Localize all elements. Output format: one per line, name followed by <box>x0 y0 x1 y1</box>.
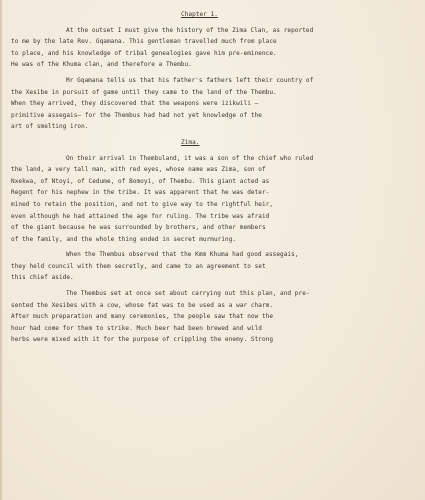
para2-line: primitive assegais— for the Thembus had had not yet knowledge of the <box>11 111 262 119</box>
para1-line: At the outset I must give the history of the Zima Clan, as reported <box>66 26 314 34</box>
para3-line: of the giant because he was surrounded by brothers, and other members <box>11 224 266 232</box>
para1-line: to me by the late Rev. Gqamana. This gentleman travelled much from place <box>11 38 277 46</box>
page-edge-shadow <box>0 0 3 500</box>
para3-line: even although he had attained the age for ruling. The tribe was afraid <box>11 212 270 220</box>
para3-line: Nxekwa, of Ntoyi, of Cedume, of Bomoyi, of Thembu. This giant acted as <box>11 177 270 185</box>
para3-line: Regent for his nephew in the tribe. It was apparent that he was deter- <box>11 189 270 197</box>
para3-line: On their arrival in Thembuland, it was a son of the chief who ruled <box>66 154 314 162</box>
para2-line: the Xesibe in pursuit of game until they came to the land of the Thembu. <box>11 88 277 96</box>
typewritten-text <box>11 9 419 346</box>
para2-line: Mr Gqamana tells us that his father's fathers left their country of <box>66 76 314 84</box>
para5-line: The Thembus set at once set about carrying out this plan, and pre- <box>66 290 310 298</box>
chapter-title: Chapter 1. <box>181 11 218 18</box>
para1-line: He was of the Khuma clan, and therefore a Thembu. <box>11 61 192 69</box>
para5-line: hour had come for them to strike. Much beer had been brewed and wild <box>11 324 262 332</box>
para2-line: art of smelting iron. <box>11 123 89 131</box>
section-subtitle: Zima. <box>181 138 200 146</box>
para3-line: of the family, and the whole thing ended in secret murmuring. <box>11 235 237 243</box>
para4-line: this chief aside. <box>11 274 74 282</box>
para5-line: herbs were mixed with it for the purpose of crippling the enemy. Strong <box>11 336 274 344</box>
para3-line: the land, a very tall man, with red eyes, whose name was Zima, son of <box>11 166 266 174</box>
para3-line: mined to retain the position, and not to give way to the rightful heir, <box>11 200 274 208</box>
para1-line: to place, and his knowledge of tribal genealogies gave him pre-eminence. <box>11 49 277 57</box>
para2-line: When they arrived, they discovered that the weapons were izikwili — <box>11 100 259 108</box>
para5-line: After much preparation and many ceremonies, the people saw that now the <box>11 313 274 321</box>
para4-line: they held council with them secretly, and came to an agreement to set <box>11 262 266 270</box>
para5-line: sented the Xesibes with a cow, whose fat was to be used as a war charm. <box>11 301 274 309</box>
para4-line: When the Thembus observed that the Kmm Khuma had good assegais, <box>66 251 299 259</box>
